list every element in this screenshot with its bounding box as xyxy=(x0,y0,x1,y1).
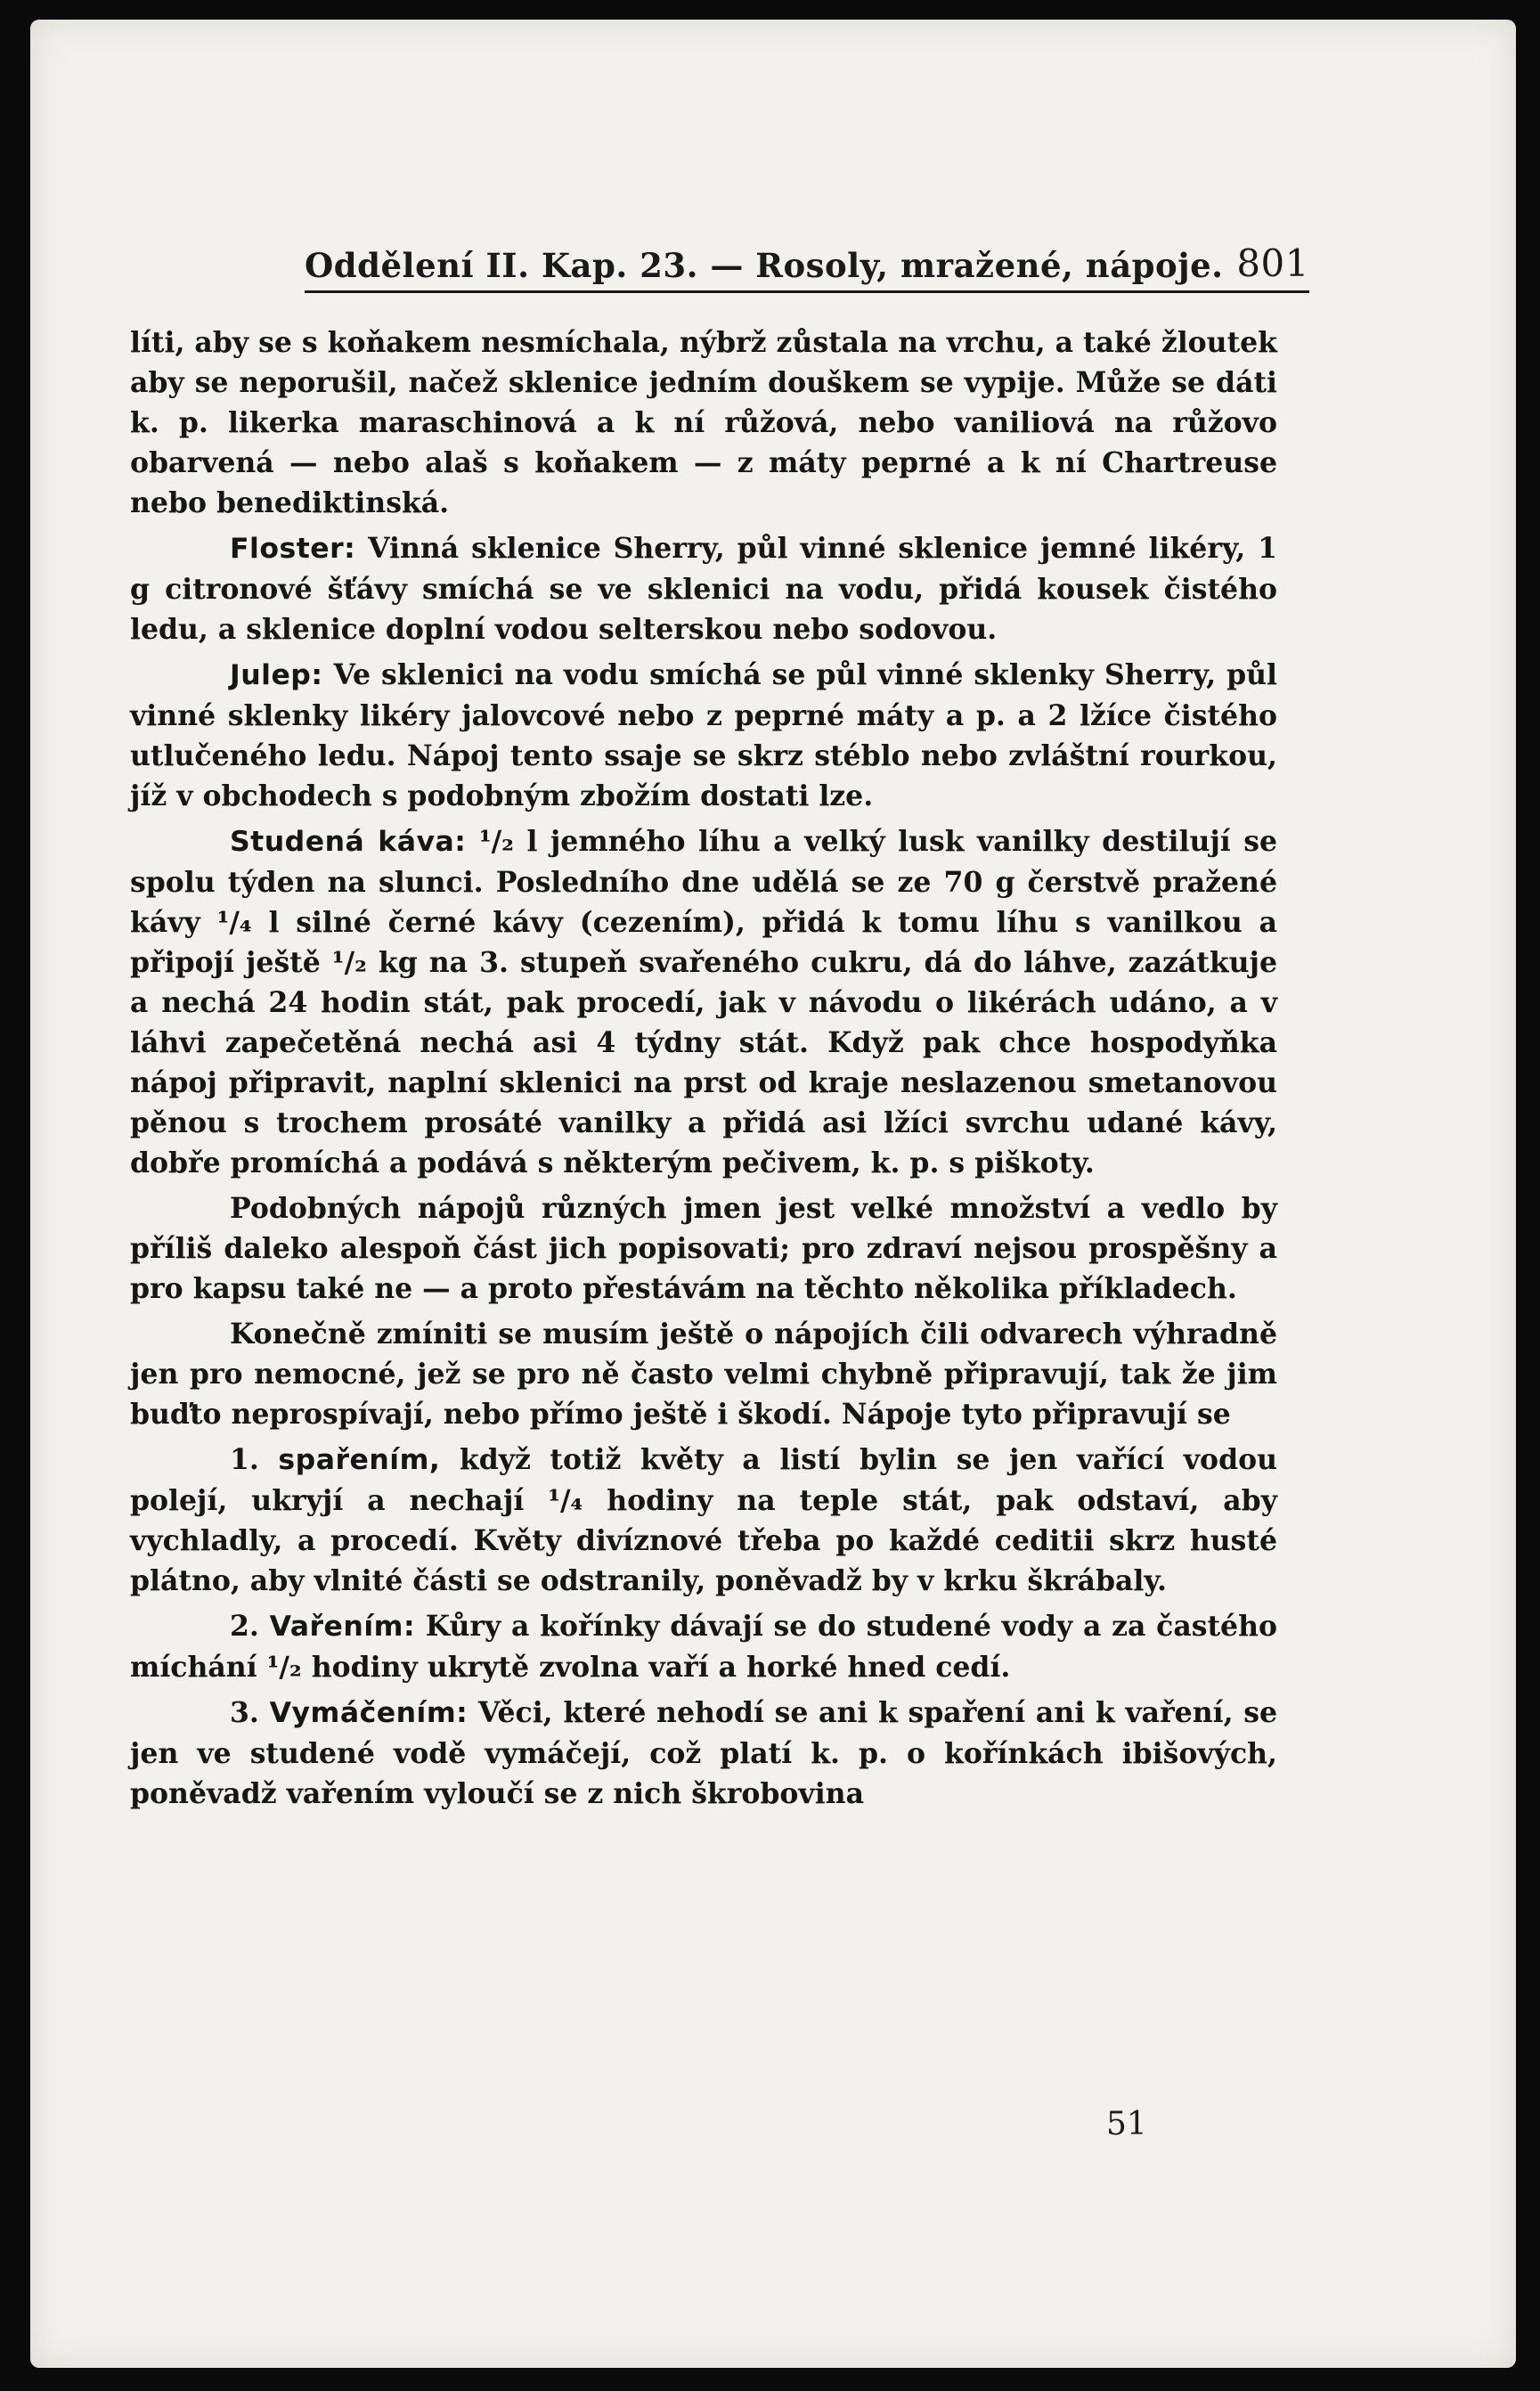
page-number: 51 xyxy=(1106,2106,1147,2142)
term-heading: Julep: xyxy=(230,659,323,691)
paragraph-text: Konečně zmíniti se musím ještě o nápojích čili odvarech výhradně jen pro nemocné, jež se pro ně často velmi chybně připravují, tak že jim buďto neprospívají, nebo přímo ještě i škodí. Nápoje tyto připravují se xyxy=(130,1318,1277,1431)
paragraph xyxy=(130,1314,1277,1434)
paragraph-text: líti, aby se s koňakem nesmíchala, nýbrž zůstala na vrchu, a také žloutek aby se neporušil, načež sklenice jedním douškem se vypije. Může se dáti k. p. likerka maraschinová a k ní růžová, nebo vaniliová na růžovo obarvená — nebo alaš s koňakem — z máty peprné a k ní Chartreuse nebo benediktinská. xyxy=(130,326,1277,519)
book-page xyxy=(30,20,1516,2368)
paragraph-text: Věci, které nehodí se ani k spaření ani k vaření, se jen ve studené vodě vymáčejí, což platí k. p. o kořínkách ibišových, poněvadž vařením vyloučí se z nich škrobovina xyxy=(130,1696,1277,1810)
paragraph-text: ¹/₂ l jemného líhu a velký lusk vanilky destilují se spolu týden na slunci. Posledního dne udělá se ze 70 g čerstvě pražené kávy ¹/₄ l silné černé kávy (cezením), přidá k tomu líhu s vanilkou a připojí ještě ¹/₂ kg na 3. stupeň svařeného cukru, dá do láhve, zazátkuje a nechá 24 hodin stát, pak procedí, jak v návodu o likérách udáno, a v láhvi zapečetěná nechá asi 4 týdny stát. Když pak chce hospodyňka nápoj připravit, naplní sklenici na prst od kraje neslazenou smetanovou pěnou s trochem prosáté vanilky a přidá asi lžíci svrchu udané kávy, dobře promíchá a podává s některým pečivem, k. p. s piškoty. xyxy=(130,825,1278,1179)
term-heading: Vařením: xyxy=(269,1611,416,1643)
body-text xyxy=(130,322,1277,1814)
list-number: 2. xyxy=(230,1610,259,1643)
paragraph xyxy=(130,655,1277,816)
paragraph-text: když totiž květy a listí bylin se jen vařící vodou polejí, ukryjí a nechají ¹/₄ hodiny na teple stát, pak odstaví, aby vychladly, a procedí. Květy divíznové třeba po každé ceditii skrz husté plátno, aby vlnité části se odstranily, poněvadž by v krku škrábaly. xyxy=(130,1443,1278,1597)
paragraph-text: Ve sklenici na vodu smíchá se půl vinné sklenky Sherry, půl vinné sklenky likéry jalovcové nebo z peprné máty a p. a 2 lžíce čistého utlučeného ledu. Nápoj tento ssaje se skrz stéblo nebo zvláštní rourkou, jíž v obchodech s podobným zbožím dostati lze. xyxy=(130,658,1277,812)
paragraph-text: Podobných nápojů různých jmen jest velké množství a vedlo by příliš daleko alespoň část jich popisovati; pro zdraví nejsou prospěšny a pro kapsu také ne — a proto přestávám na těchto několika příkladech. xyxy=(130,1192,1277,1305)
term-heading: spařením, xyxy=(278,1444,441,1476)
paragraph xyxy=(130,1188,1277,1309)
list-number: 3. xyxy=(230,1696,259,1729)
list-number: 1. xyxy=(230,1443,259,1476)
paragraph xyxy=(130,528,1277,649)
term-heading: Studená káva: xyxy=(230,826,467,858)
list-item xyxy=(130,1440,1277,1601)
list-item xyxy=(130,1606,1277,1687)
paragraph-text: Vinná sklenice Sherry, půl vinné sklenice jemné likéry, 1 g citronové šťávy smíchá se ve sklenici na vodu, přidá kousek čistého ledu, a sklenice doplní vodou selterskou nebo sodovou. xyxy=(130,532,1277,646)
running-header xyxy=(305,230,1309,293)
term-heading: Floster: xyxy=(230,533,356,565)
header-page-number: 801 xyxy=(1236,241,1309,285)
paragraph xyxy=(130,821,1277,1183)
header-title: Oddělení II. Kap. 23. — Rosoly, mražené, nápoje. xyxy=(305,246,1224,285)
paragraph xyxy=(130,322,1277,523)
paragraph-text: Kůry a kořínky dávají se do studené vody a za častého míchání ¹/₂ hodiny ukrytě zvolna vaří a horké hned cedí. xyxy=(130,1610,1277,1684)
list-item xyxy=(130,1693,1277,1814)
term-heading: Vymáčením: xyxy=(269,1697,469,1729)
